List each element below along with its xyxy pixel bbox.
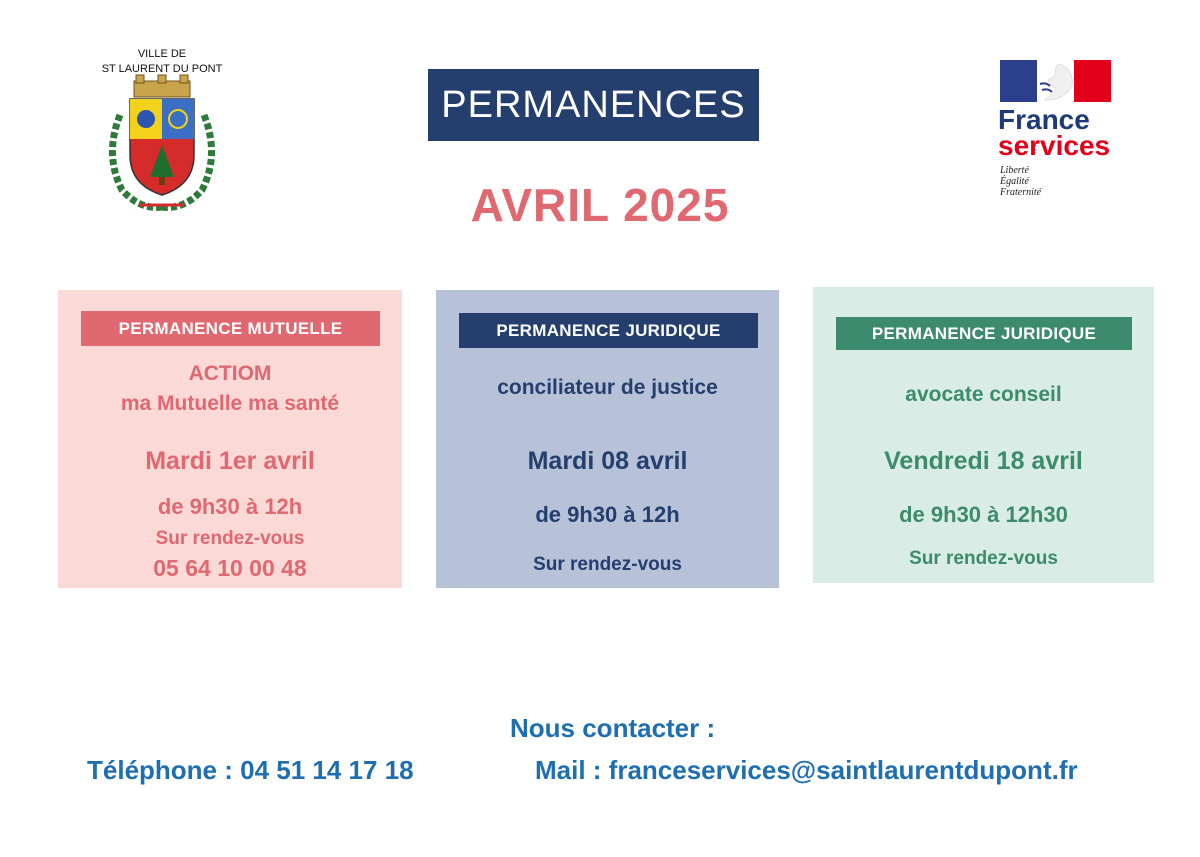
card-hours: de 9h30 à 12h30	[899, 502, 1068, 527]
page-title: PERMANENCES	[428, 69, 759, 141]
card-date: Mardi 08 avril	[527, 447, 688, 475]
card-appointment: Sur rendez-vous	[909, 548, 1058, 569]
contact-phone: Téléphone : 04 51 14 17 18	[87, 755, 414, 785]
card-date: Mardi 1er avril	[145, 447, 315, 475]
card-juridique-conciliateur	[436, 290, 779, 588]
card-date: Vendredi 18 avril	[884, 447, 1083, 475]
card-appointment: Sur rendez-vous	[155, 528, 305, 549]
crest-text-line1: VILLE DE	[137, 48, 187, 60]
card-badge: PERMANENCE JURIDIQUE	[836, 317, 1132, 350]
contact-heading: Nous contacter :	[510, 713, 716, 743]
contact-mail: Mail : franceservices@saintlaurentdupont.fr	[535, 755, 1078, 785]
card-org-line1: avocate conseil	[905, 383, 1062, 406]
month-heading: AVRIL 2025	[470, 179, 730, 231]
card-hours: de 9h30 à 12h	[535, 502, 680, 527]
motto-egalite: Égalité	[1000, 176, 1029, 187]
crest-text-line2: ST LAURENT DU PONT	[101, 63, 223, 75]
card-juridique-avocate	[813, 287, 1154, 583]
card-badge: PERMANENCE MUTUELLE	[81, 311, 380, 346]
france-services-word-france: France	[998, 104, 1090, 135]
card-org-line1: ACTIOM	[188, 362, 272, 385]
card-hours: de 9h30 à 12h	[157, 494, 303, 519]
motto-fraternite: Fraternité	[1000, 187, 1042, 198]
card-mutuelle	[58, 290, 402, 588]
card-org-line2: ma Mutuelle ma santé	[120, 392, 340, 415]
card-phone: 05 64 10 00 48	[153, 555, 307, 581]
card-badge: PERMANENCE JURIDIQUE	[459, 313, 758, 348]
city-crest-logo	[100, 45, 224, 215]
france-services-word-services: services	[998, 130, 1111, 161]
motto-liberte: Liberté	[1000, 165, 1029, 176]
card-appointment: Sur rendez-vous	[533, 554, 682, 575]
card-org-line1: conciliateur de justice	[497, 376, 718, 399]
